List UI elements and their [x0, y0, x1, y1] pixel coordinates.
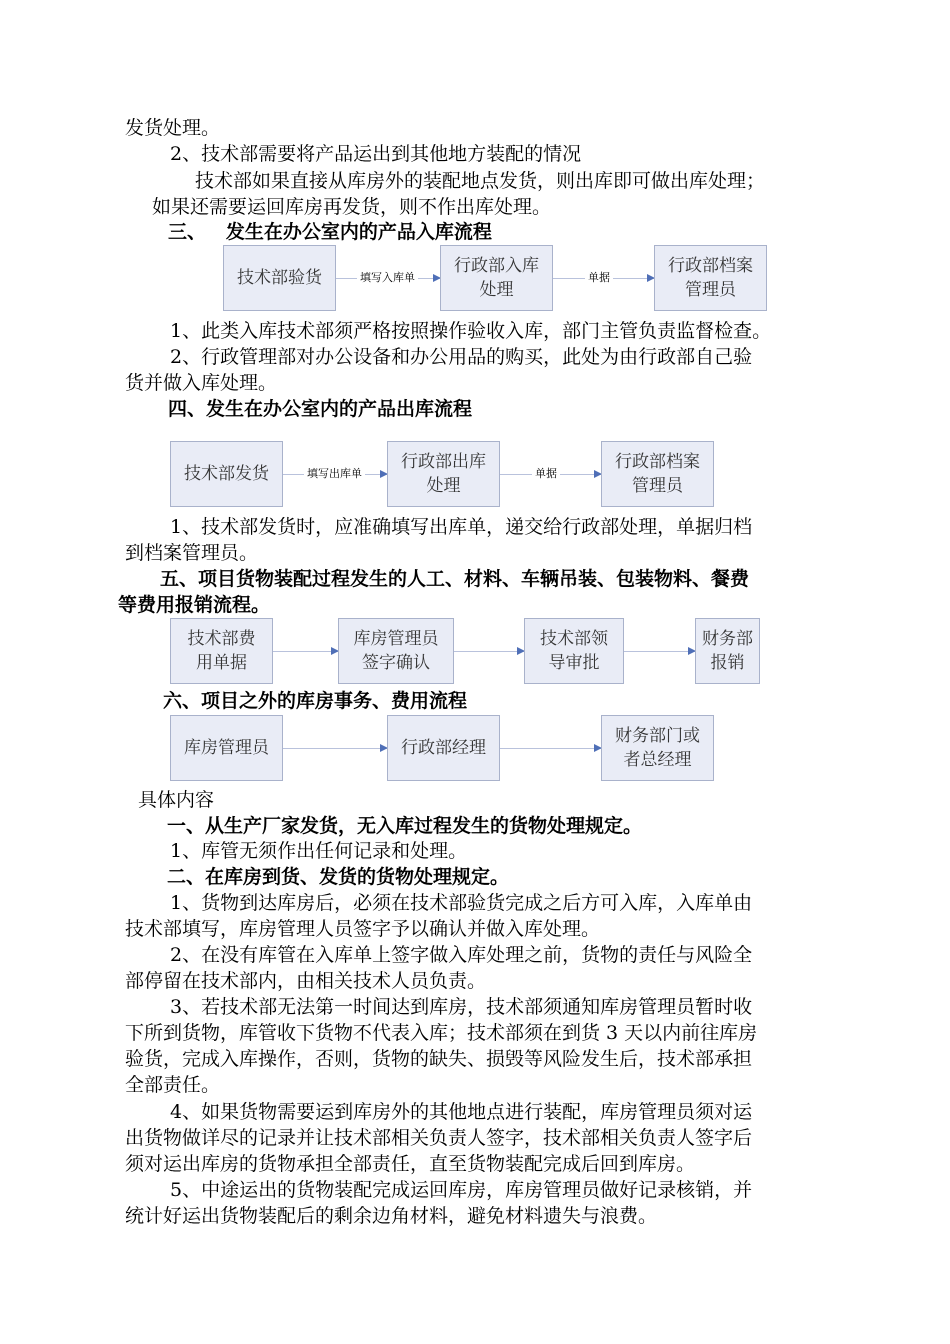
flow-box-warehouse-admin: 库房管理员 [170, 715, 283, 781]
rule-heading-2: 二、在库房到货、发货的货物处理规定。 [167, 866, 510, 888]
flow-box-tech-inspect: 技术部验货 [223, 245, 336, 311]
text-line: 2、行政管理部对办公设备和办公用品的购买，此处为由行政部自己验 [170, 346, 753, 368]
text-line: 部停留在技术部内，由相关技术人员负责。 [125, 970, 487, 992]
text-line: 2、在没有库管在入库单上签字做入库处理之前，货物的责任与风险全 [170, 944, 753, 966]
text-line: 技术部如果直接从库房外的装配地点发货，则出库即可做出库处理； [195, 170, 766, 192]
text-line: 1、库管无须作出任何记录和处理。 [170, 840, 468, 862]
flow-box-warehouse-sign: 库房管理员 签字确认 [338, 618, 454, 684]
text-line: 3、若技术部无法第一时间达到库房，技术部须通知库房管理员暂时收 [170, 996, 753, 1018]
arrow-label: 单据 [532, 467, 560, 481]
text-line: 5、中途运出的货物装配完成运回库房，库房管理员做好记录核销，并 [170, 1179, 753, 1201]
flow-box-tech-ship: 技术部发货 [170, 441, 283, 507]
flow-box-admin-outbound: 行政部出库 处理 [387, 441, 500, 507]
arrow-label: 填写出库单 [304, 467, 365, 481]
text-line: 2、技术部需要将产品运出到其他地方装配的情况 [170, 143, 582, 165]
flow-box-admin-inbound: 行政部入库 处理 [440, 245, 553, 311]
text-line: 1、技术部发货时，应准确填写出库单，递交给行政部处理，单据归档 [170, 516, 753, 538]
text-line: 到档案管理员。 [125, 542, 259, 564]
arrow-label: 单据 [585, 271, 613, 285]
text-line: 统计好运出货物装配后的剩余边角材料，避免材料遗失与浪费。 [125, 1205, 658, 1227]
flow-arrow [624, 651, 695, 652]
text-line: 出货物做详尽的记录并让技术部相关负责人签字，技术部相关负责人签字后 [125, 1127, 753, 1149]
section-title: 具体内容 [138, 789, 215, 811]
flow-box-finance-reimburse: 财务部 报销 [695, 618, 760, 684]
flow-box-admin-manager: 行政部经理 [387, 715, 500, 781]
text-line: 全部责任。 [125, 1074, 221, 1096]
text-line: 发货处理。 [125, 117, 221, 139]
section-heading-4: 四、发生在办公室内的产品出库流程 [168, 398, 473, 420]
flow-box-archive-admin: 行政部档案 管理员 [601, 441, 714, 507]
flow-box-expense-docs: 技术部费 用单据 [170, 618, 273, 684]
section-heading-3: 三、 发生在办公室内的产品入库流程 [168, 221, 492, 243]
rule-heading-1: 一、从生产厂家发货，无入库过程发生的货物处理规定。 [167, 815, 643, 837]
section-heading-6: 六、项目之外的库房事务、费用流程 [163, 690, 468, 712]
text-line: 1、货物到达库房后，必须在技术部验货完成之后方可入库，入库单由 [170, 892, 753, 914]
flow-box-tech-approval: 技术部领 导审批 [524, 618, 624, 684]
text-line: 须对运出库房的货物承担全部责任，直至货物装配完成后回到库房。 [125, 1153, 696, 1175]
text-line: 下所到货物，库管收下货物不代表入库；技术部须在到货 3 天以内前往库房 [125, 1022, 758, 1044]
text-line: 技术部填写，库房管理人员签字予以确认并做入库处理。 [125, 918, 601, 940]
section-heading-5-cont: 等费用报销流程。 [118, 594, 271, 616]
text-line: 如果还需要运回库房再发货，则不作出库处理。 [152, 196, 552, 218]
flow-arrow [283, 748, 387, 749]
text-line: 货并做入库处理。 [125, 372, 278, 394]
flow-arrow [273, 651, 338, 652]
flow-arrow [454, 651, 524, 652]
arrow-label: 填写入库单 [357, 271, 418, 285]
flow-arrow [500, 748, 601, 749]
text-line: 验货，完成入库操作，否则，货物的缺失、损毁等风险发生后，技术部承担 [125, 1048, 753, 1070]
text-line: 4、如果货物需要运到库房外的其他地点进行装配，库房管理员须对运 [170, 1101, 753, 1123]
flow-box-finance-gm: 财务部门或 者总经理 [601, 715, 714, 781]
section-heading-5: 五、项目货物装配过程发生的人工、材料、车辆吊装、包装物料、餐费 [160, 568, 750, 590]
text-line: 1、此类入库技术部须严格按照操作验收入库，部门主管负责监督检查。 [170, 320, 772, 342]
flow-box-archive-admin: 行政部档案 管理员 [654, 245, 767, 311]
